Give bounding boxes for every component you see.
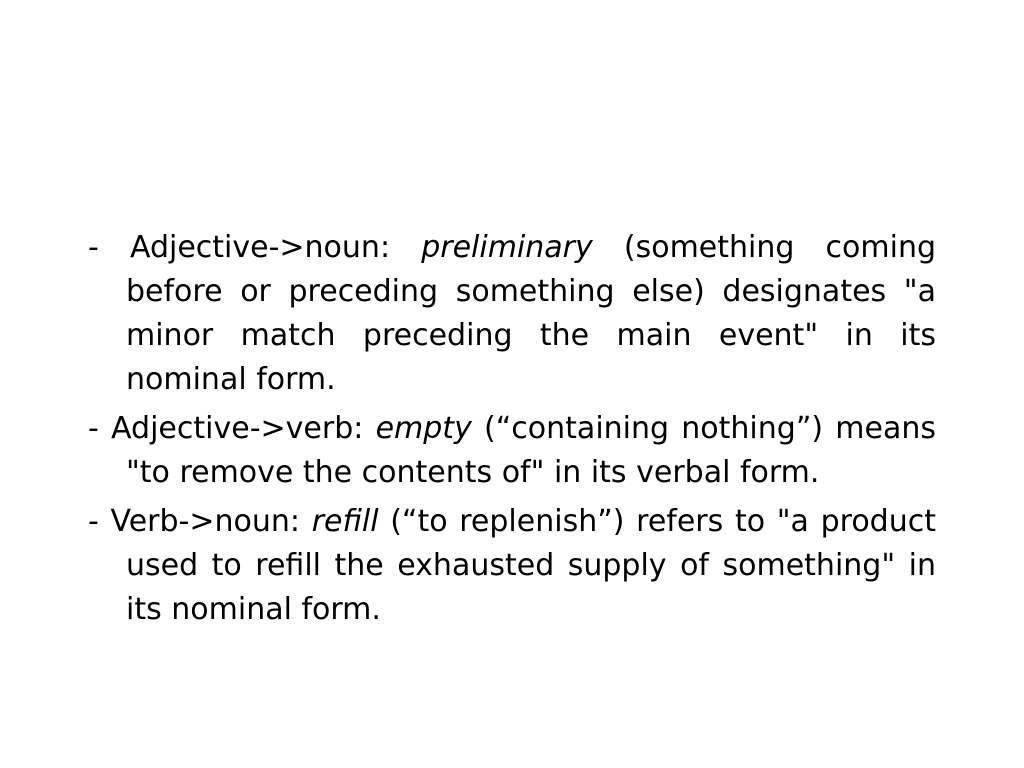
paragraph-text: (“containing nothing”) means "to remove the contents of" in its verbal form. <box>126 411 937 490</box>
example-term: refill <box>311 504 379 539</box>
paragraph-prefix: - Verb->noun: <box>88 504 312 539</box>
paragraph-prefix: - Adjective->verb: <box>88 411 376 446</box>
slide-body <box>88 226 936 637</box>
paragraph-verb-noun <box>88 500 936 632</box>
paragraph-text: (“to replenish”) refers to "a product used to refill the exhausted supply of something" in its nominal form. <box>126 504 936 627</box>
paragraph-adjective-verb <box>88 407 936 495</box>
paragraph-text: (something coming before or preceding something else) designates "a minor match preceding the main event" in its nominal form. <box>126 230 937 397</box>
example-term: empty <box>375 411 472 446</box>
paragraph-adjective-noun <box>88 226 936 402</box>
example-term: preliminary <box>421 230 593 265</box>
paragraph-prefix: - Adjective->noun: <box>88 230 422 265</box>
